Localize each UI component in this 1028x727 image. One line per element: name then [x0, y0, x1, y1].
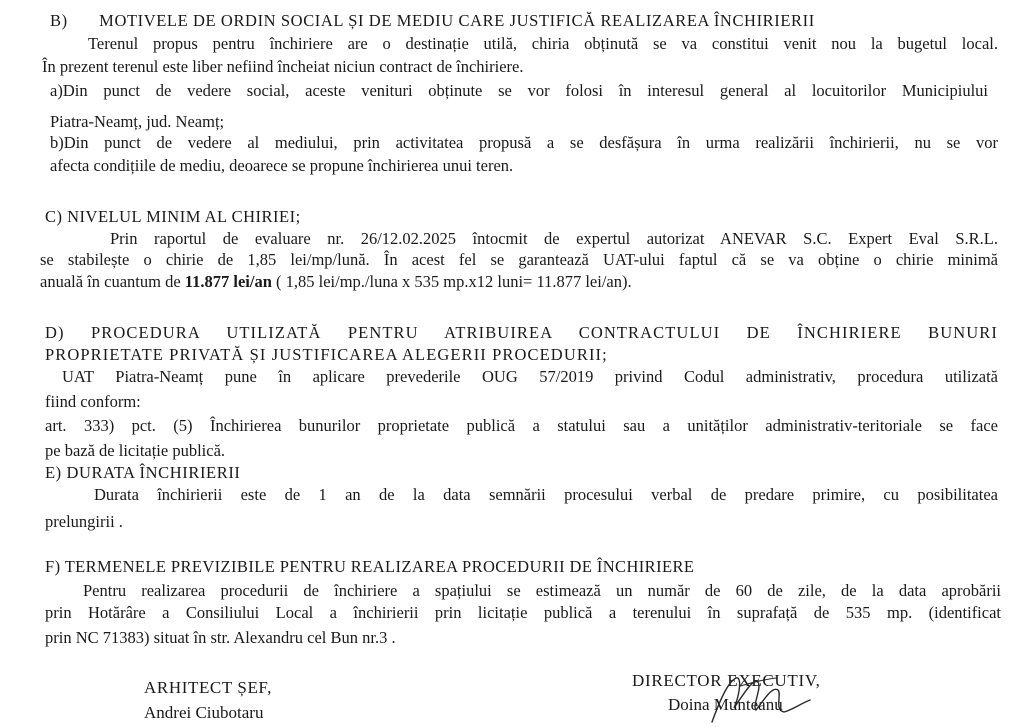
section-d-paragraph-line: art. 333) pct. (5) Închirierea bunurilor proprietate publică a statului sau a unităților administrativ-teritoriale se face — [45, 416, 998, 435]
handwritten-signature-icon — [700, 660, 820, 727]
section-b-point-b-line: afecta condițiile de mediu, deoarece se propune închirierea unui teren. — [50, 156, 514, 175]
section-c-paragraph-line: se stabilește o chirie de 1,85 lei/mp/lună. În acest fel se garantează UAT-ului faptul că se va obține o chirie minimă — [40, 250, 998, 269]
section-c-heading: C) NIVELUL MINIM AL CHIRIEI; — [45, 207, 301, 226]
section-b-point-a-line: a)Din punct de vedere social, aceste venituri obținute se vor folosi în interesul general al locuitorilor Municipiului — [50, 81, 988, 100]
section-b-letter: B) — [50, 11, 68, 30]
section-e-paragraph-line: Durata închirierii este de 1 an de la data semnării procesului verbal de predare primire, cu posibilitatea — [94, 485, 998, 504]
left-signatory-name: Andrei Ciubotaru — [144, 703, 264, 722]
section-e-paragraph-line: prelungirii . — [45, 512, 123, 531]
section-c-text: ( 1,85 lei/mp./luna x 535 mp.x12 luni= 11.877 lei/an). — [271, 272, 632, 291]
section-b-paragraph-line: Terenul propus pentru închiriere are o destinație utilă, chiria obținută se va constitui venit nou la bugetul local. — [88, 34, 998, 53]
section-b-title: MOTIVELE DE ORDIN SOCIAL ȘI DE MEDIU CARE JUSTIFICĂ REALIZAREA ÎNCHIRIERII — [99, 11, 815, 30]
section-d-heading: D) PROCEDURA UTILIZATĂ PENTRU ATRIBUIREA CONTRACTULUI DE ÎNCHIRIERE BUNURI — [45, 323, 998, 342]
section-f-paragraph-line: Pentru realizarea procedurii de închiriere a spațiului se estimează un număr de 60 de zile, de la data aprobării — [83, 581, 1001, 600]
annual-rent-amount: 11.877 lei/an — [184, 272, 272, 291]
section-b-heading — [50, 10, 950, 31]
section-b-paragraph-line: În prezent terenul este liber nefiind încheiat niciun contract de închiriere. — [42, 57, 524, 76]
section-e-heading: E) DURATA ÎNCHIRIERII — [45, 463, 241, 482]
section-f-paragraph-line: prin Hotărâre a Consiliului Local a închirierii prin licitație publică a terenului în suprafață de 535 mp. (identificat — [45, 603, 1001, 622]
section-c-paragraph-line — [40, 271, 632, 292]
section-d-paragraph-line: fiind conform: — [45, 392, 141, 411]
section-d-heading: PROPRIETATE PRIVATĂ ȘI JUSTIFICAREA ALEGERII PROCEDURII; — [45, 345, 608, 364]
section-d-paragraph-line: pe bază de licitație publică. — [45, 441, 226, 460]
left-signatory-title: ARHITECT ȘEF, — [144, 678, 272, 697]
right-signatory-name: Doina Munteanu — [668, 695, 783, 714]
right-signatory-title: DIRECTOR EXECUTIV, — [632, 671, 821, 690]
section-c-paragraph-line: Prin raportul de evaluare nr. 26/12.02.2025 întocmit de expertul autorizat ANEVAR S.C. Expert Eval S.R.L. — [110, 229, 998, 248]
section-c-text: anuală în cuantum de — [40, 272, 185, 291]
section-f-heading: F) TERMENELE PREVIZIBILE PENTRU REALIZAREA PROCEDURII DE ÎNCHIRIERE — [45, 557, 695, 576]
section-d-paragraph-line: UAT Piatra-Neamț pune în aplicare prevederile OUG 57/2019 privind Codul administrativ, procedura utilizată — [62, 367, 998, 386]
section-f-paragraph-line: prin NC 71383) situat în str. Alexandru cel Bun nr.3 . — [45, 628, 396, 647]
section-b-point-a-line: Piatra-Neamț, jud. Neamț; — [50, 112, 225, 131]
section-b-point-b-line: b)Din punct de vedere al mediului, prin activitatea propusă a se desfășura în urma realizării închirierii, nu se vor — [50, 133, 998, 152]
